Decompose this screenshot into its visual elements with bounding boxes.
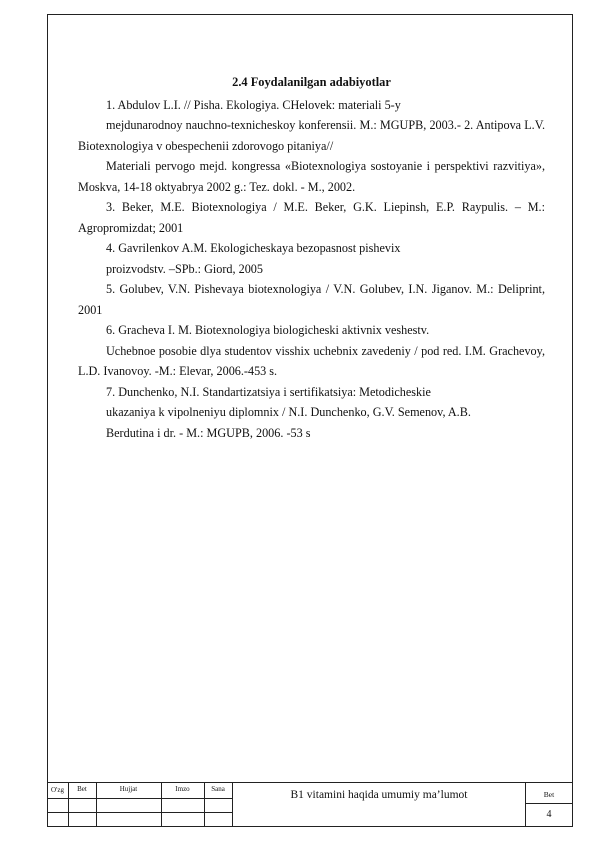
stamp-row-line: [525, 803, 573, 804]
paragraph: 5. Golubev, V.N. Pishevaya biotexnologiya / V.N. Golubev, I.N. Jiganov. M.: Deliprint, 2001: [78, 282, 545, 317]
document-body: [78, 72, 545, 443]
title-block: [47, 782, 573, 827]
paragraph: mejdunarodnoy nauchno-texnicheskoy konferensii. M.: MGUPB, 2003.- 2. Antipova L.V. Biotexnologiya v obespechenii zdorovogo pitaniya//: [78, 118, 545, 153]
page-number: 4: [546, 809, 552, 820]
document-title: B1 vitamini haqida umumiy ma’lumot: [290, 789, 468, 801]
paragraph: Uchebnoe posobie dlya studentov visshix uchebnix zavedeniy / pod red. I.M. Grachevoy, L.D. Ivanovoy. -M.: Elevar, 2006.-453 s.: [78, 343, 545, 378]
col-sana-label: Sana: [211, 785, 225, 793]
col-imzo-label: Imzo: [175, 785, 190, 793]
stamp-row-line: [47, 798, 232, 799]
paragraph: 7. Dunchenko, N.I. Standartizatsiya i sertifikatsiya: Metodicheskie: [106, 384, 431, 399]
paragraph: ukazaniya k vipolneniyu diplomnix / N.I. Dunchenko, G.V. Semenov, A.B.: [106, 405, 471, 419]
paragraph: 4. Gavrilenkov A.M. Ekologicheskaya bezopasnost pishevix: [106, 241, 401, 255]
page-label: Bet: [543, 790, 555, 799]
paragraph: Materiali pervogo mejd. kongressa «Biotexnologiya sostoyanie i perspektivi razvitiya», Moskva, 14-18 oktyabrya 2002 g.: Tez. dokl. - M., 2002.: [78, 159, 545, 194]
paragraph: 6. Gracheva I. M. Biotexnologiya biologicheski aktivnix veshestv.: [106, 323, 430, 337]
paragraph: 1. Abdulov L.I. // Pisha. Ekologiya. CHelovek: materiali 5-y: [106, 97, 401, 112]
col-ozg-label: O'zg: [51, 786, 64, 794]
paragraph: Berdutina i dr. - M.: MGUPB, 2006. -53 s: [106, 425, 311, 440]
section-heading: 2.4 Foydalanilgan adabiyotlar: [232, 75, 391, 89]
stamp-row-line: [47, 812, 232, 813]
paragraph: proizvodstv. –SPb.: Giord, 2005: [106, 261, 263, 276]
col-hujjat-label: Hujjat: [119, 785, 138, 793]
col-bet-label: Bet: [77, 785, 87, 793]
paragraph: 3. Beker, M.E. Biotexnologiya / M.E. Beker, G.K. Liepinsh, E.P. Raypulis. – M.: Agropromizdat; 2001: [78, 200, 545, 235]
